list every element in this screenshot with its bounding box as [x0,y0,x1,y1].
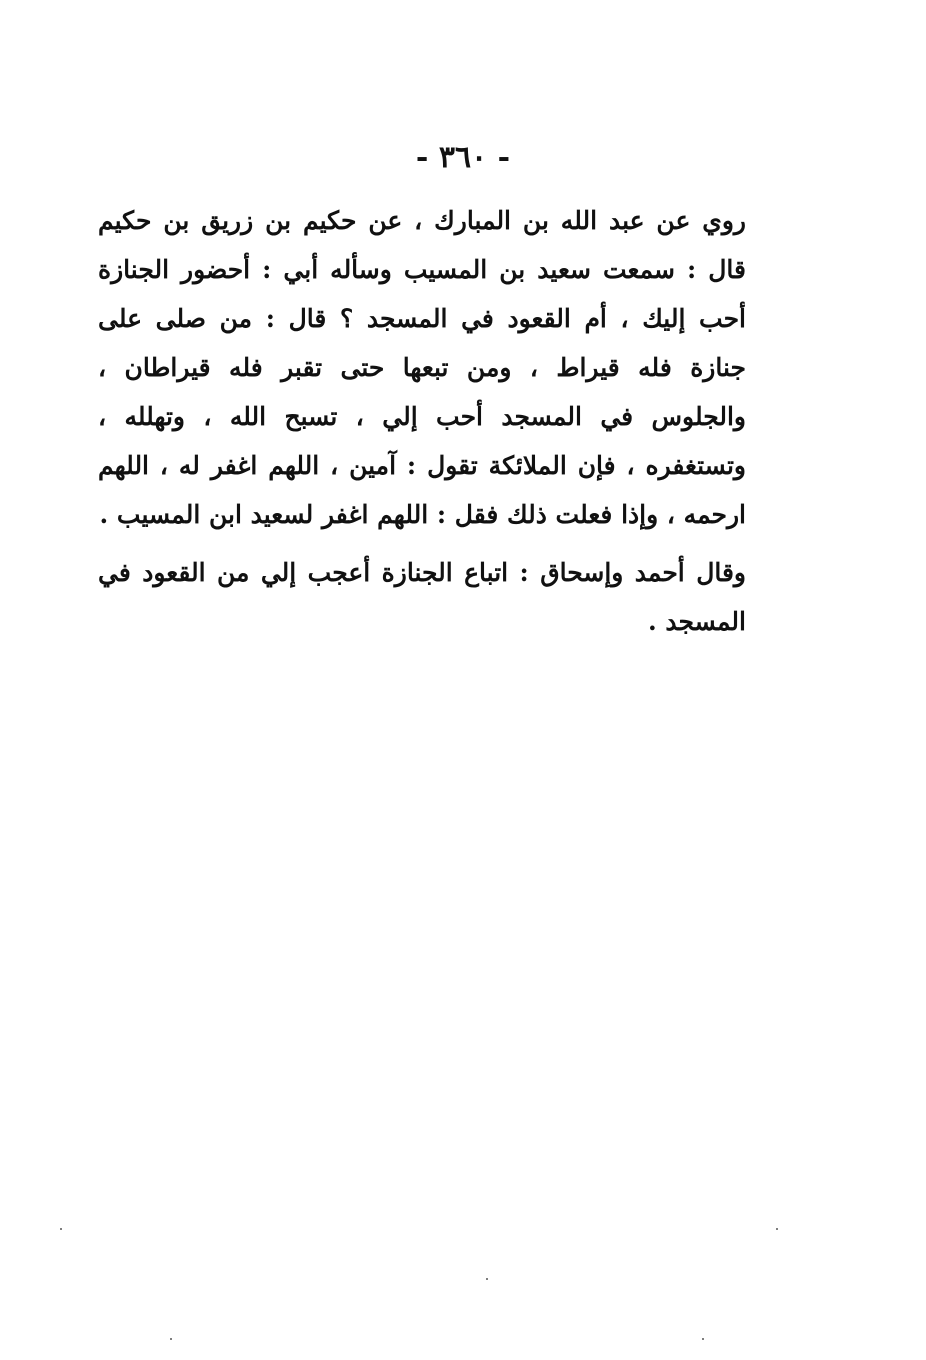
scan-speck [486,1278,488,1280]
scan-speck [60,1228,62,1230]
page-number: - ٣٦٠ - [415,140,511,175]
paragraph-1: روي عن عبد الله بن المبارك ، عن حكيم بن زريق بن حكيم قال : سمعت سعيد بن المسيب وسأله أبي : أحضور الجنازة أحب إليك ، أم القعود في المسجد ؟ قال : من صلى على جنازة فله قيراط ، ومن تبعها حتى تقبر فله قيراطان ، والجلوس في المسجد أحب إلي ، تسبح الله ، وتهلله ، وتستغفره ، فإن الملائكة تقول : آمين ، اللهم اغفر له ، اللهم ارحمه ، وإذا فعلت ذلك فقل : اللهم اغفر لسعيد ابن المسيب . [98,206,746,529]
scan-speck [702,1338,704,1340]
paragraph-2: وقال أحمد وإسحاق : اتباع الجنازة أعجب إلي من القعود في المسجد . [98,558,746,636]
scan-speck [776,1228,778,1230]
scan-speck [170,1338,172,1340]
